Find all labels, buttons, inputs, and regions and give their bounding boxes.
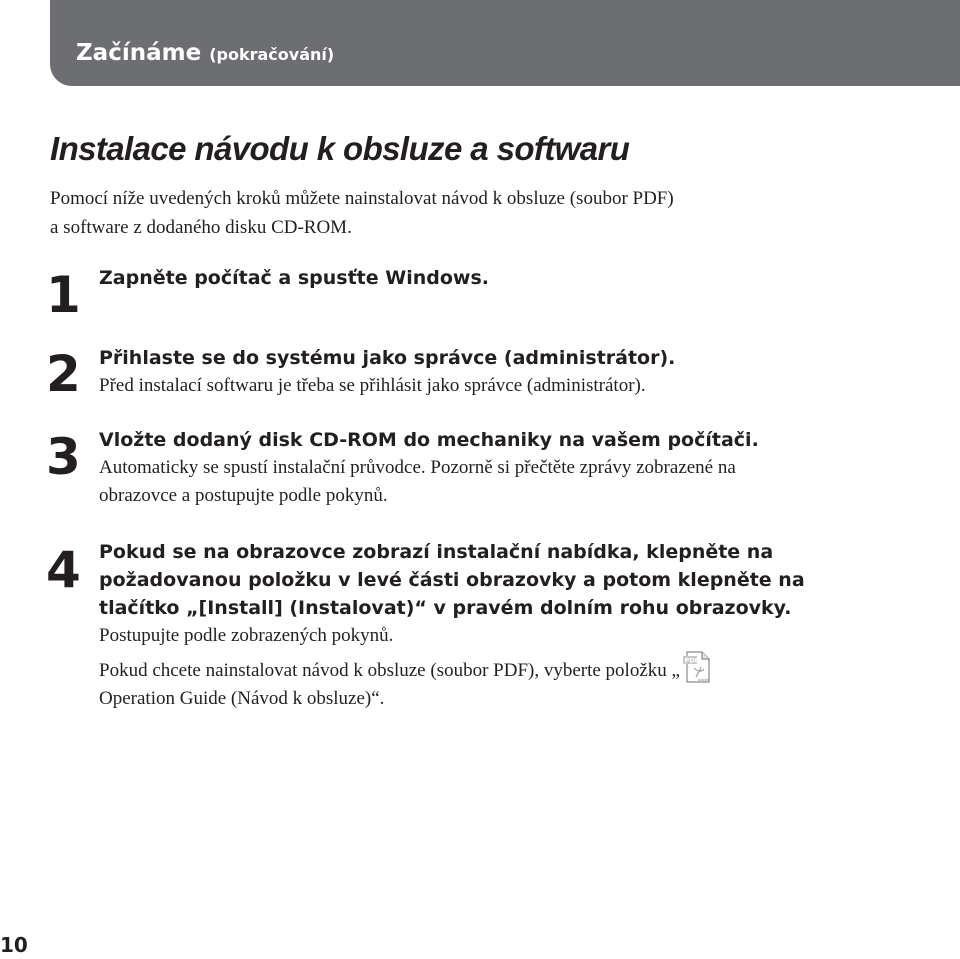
page-title: Instalace návodu k obsluze a softwaru <box>50 130 630 167</box>
step-2 <box>99 344 899 400</box>
step-text-segment: Pokud chcete nainstalovat návod k obsluze (soubor PDF), vyberte položku „ <box>99 660 680 681</box>
section-title <box>76 40 334 66</box>
step-text: obrazovce a postupujte podle pokynů. <box>99 485 388 506</box>
pdf-document-icon <box>682 650 712 684</box>
step-number-4: 4 <box>46 541 81 599</box>
step-number-1: 1 <box>46 266 81 324</box>
step-4 <box>99 538 899 713</box>
step-title: Pokud se na obrazovce zobrazí instalační nabídka, klepněte na <box>99 541 774 563</box>
intro-line: Pomocí níže uvedených kroků můžete nainstalovat návod k obsluze (soubor PDF) <box>50 188 674 209</box>
page-number: 10 <box>0 933 28 957</box>
step-text: Postupujte podle zobrazených pokynů. <box>99 625 394 646</box>
step-title: požadovanou položku v levé části obrazovky a potom klepněte na <box>99 569 805 591</box>
step-title: Zapněte počítač a spusťte Windows. <box>99 267 489 289</box>
step-text <box>99 650 899 685</box>
header-bar <box>50 0 960 86</box>
intro-line: a software z dodaného disku CD-ROM. <box>50 217 352 238</box>
step-3 <box>99 426 899 510</box>
step-text: Operation Guide (Návod k obsluze)“. <box>99 688 385 709</box>
step-title: Vložte dodaný disk CD-ROM do mechaniky na vašem počítači. <box>99 429 759 451</box>
step-number-3: 3 <box>46 428 81 486</box>
step-number-2: 2 <box>46 345 81 403</box>
intro-paragraph <box>50 184 870 242</box>
step-text: Automaticky se spustí instalační průvodce. Pozorně si přečtěte zprávy zobrazené na <box>99 457 736 478</box>
section-title-sub: (pokračování) <box>209 45 335 64</box>
svg-text:PDF: PDF <box>684 656 700 665</box>
step-title: tlačítko „[Install] (Instalovat)“ v pravém dolním rohu obrazovky. <box>99 597 792 619</box>
step-title: Přihlaste se do systému jako správce (administrátor). <box>99 347 676 369</box>
section-title-main: Začínáme <box>76 40 202 66</box>
svg-text:Adobe: Adobe <box>697 678 710 682</box>
step-1 <box>99 264 899 292</box>
step-text: Před instalací softwaru je třeba se přihlásit jako správce (administrátor). <box>99 375 646 396</box>
